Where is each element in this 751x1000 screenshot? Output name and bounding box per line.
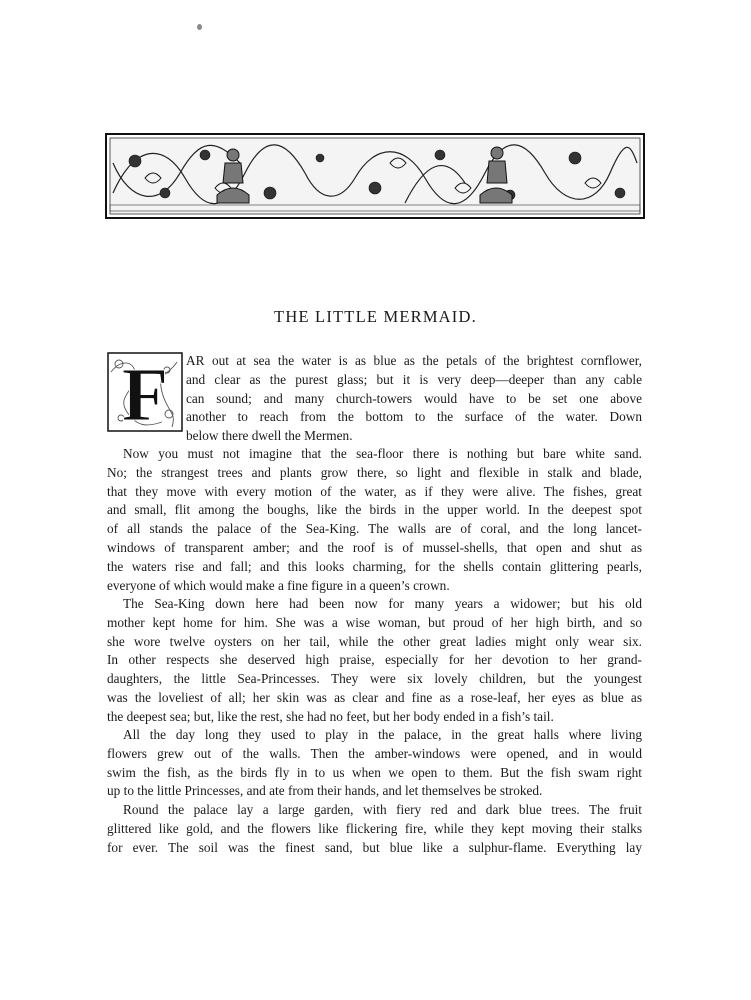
text-line: another to reach from the bottom to the surface of the water. Down [186,409,642,425]
text-line: glittered like gold, and the flowers like flickering fire, while they kept moving their stalks [107,820,642,836]
text-line: that they move with every motion of the water, as if they were alive. The fishes, great [107,483,642,499]
text-line: and clear as the purest glass; but it is very deep—deeper than any cable [186,371,642,387]
text-line: flowers grew out of the walls. Then the amber-windows were opened, and in would [107,745,642,761]
text-line: windows of transparent amber; and the roof is of mussel-shells, that open and shut as [107,539,642,555]
text-line: and small, flit among the boughs, like the birds in the upper world. In the deepest spot [107,502,642,518]
text-line: up to the little Princesses, and ate from their hands, and let themselves be stroked. [107,783,543,799]
text-line: the deepest sea; but, like the rest, she had no feet, but her body ended in a fish’s tail. [107,708,554,724]
text-line: of all stands the palace of the Sea-King. The walls are of coral, and the long lancet- [107,521,642,537]
paragraph-1 [186,352,642,446]
drop-cap-letter: F [121,353,169,432]
paragraph-5 [107,801,642,857]
text-line: was the loveliest of all; her skin was as clear and fine as a rose-leaf, her eyes as blue as [107,689,642,705]
paragraph-2 [107,445,642,595]
text-line: can sound; and many church-towers would have to be set one above [186,390,642,406]
text-line: below there dwell the Mermen. [186,428,353,444]
text-line: The Sea-King down here had been now for many years a widower; but his old [123,596,642,611]
text-line: Now you must not imagine that the sea-floor there is nothing but bare white sand. [123,446,642,461]
chapter-title: THE LITTLE MERMAID. [274,307,477,326]
text-line: swim the fish, as the birds fly in to us when we open to them. But the fish swam right [107,764,642,780]
paragraph-3 [107,595,642,727]
text-line: AR out at sea the water is as blue as the petals of the brightest cornflower, [186,353,642,368]
text-line: she wore twelve oysters on her tail, while the other great ladies might only wear six. [107,633,642,649]
paragraph-4 [107,726,642,801]
drop-cap-initial [107,352,183,432]
text-line: mother kept home for him. She was a wise woman, but proud of her high birth, and so [107,614,642,630]
text-line: In other respects she deserved high praise, especially for her devotion to her grand- [107,652,642,668]
text-line: for ever. The soil was the finest sand, but blue like a sulphur-flame. Everything lay [107,839,642,855]
paper-speck [197,24,202,30]
text-line: daughters, the little Sea-Princesses. They were six lovely children, but the youngest [107,671,642,687]
text-line: No; the strangest trees and plants grow there, so light and flexible in stalk and blade, [107,464,642,480]
decorative-header-banner [105,133,645,219]
text-line: everyone of which would make a fine figure in a queen’s crown. [107,577,450,593]
text-line: All the day long they used to play in the palace, in the great halls where living [123,727,642,742]
text-line: Round the palace lay a large garden, with fiery red and dark blue trees. The fruit [123,802,642,817]
text-line: the waters rise and fall; and this looks charming, for the shells contain glittering pearls, [107,558,642,574]
